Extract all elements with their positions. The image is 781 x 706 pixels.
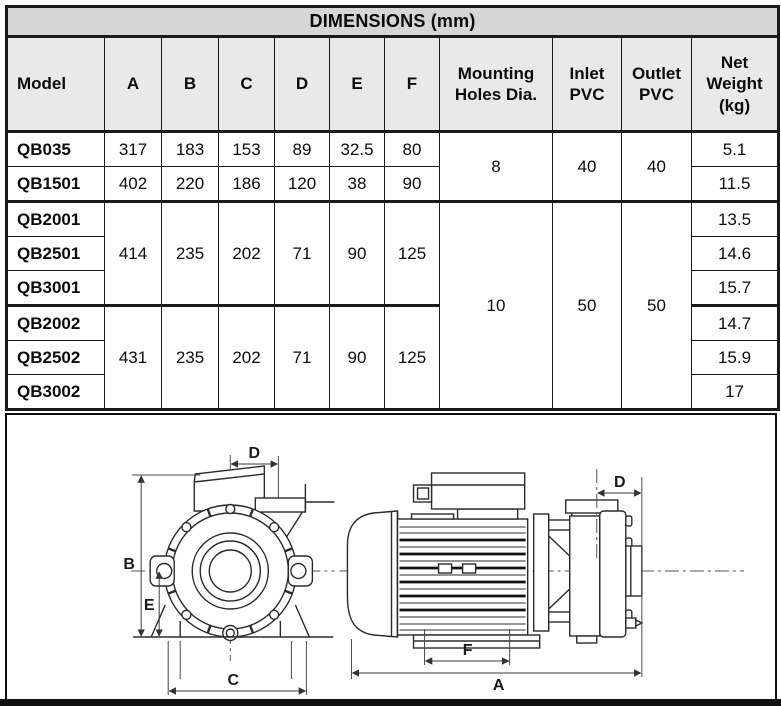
col-header-inlet: Inlet PVC	[553, 37, 622, 132]
dim-b-cell: 183	[162, 132, 219, 167]
table-row	[7, 132, 779, 167]
dim-a-cell: 414	[105, 202, 162, 306]
dimensions-table	[5, 5, 780, 411]
model-cell: QB2002	[7, 306, 105, 341]
model-cell: QB3002	[7, 375, 105, 410]
dim-label-c: C	[227, 672, 240, 689]
dim-label-e: E	[143, 597, 155, 614]
col-header-outlet: Outlet PVC	[622, 37, 692, 132]
dim-b-cell: 235	[162, 306, 219, 410]
dim-c-cell: 202	[219, 202, 275, 306]
pump-technical-drawing	[7, 415, 775, 699]
col-header-d: D	[275, 37, 330, 132]
dim-e-cell: 90	[330, 306, 385, 410]
outlet-cell: 50	[622, 202, 692, 410]
inlet-cell: 40	[553, 132, 622, 202]
weight-cell: 5.1	[692, 132, 779, 167]
dim-b-cell: 235	[162, 202, 219, 306]
pump-drawing-panel	[5, 413, 777, 699]
dim-b-cell: 220	[162, 167, 219, 202]
col-header-e: E	[330, 37, 385, 132]
col-header-model: Model	[7, 37, 105, 132]
table-title: DIMENSIONS (mm)	[7, 7, 779, 37]
col-header-c: C	[219, 37, 275, 132]
mounting-cell: 8	[440, 132, 553, 202]
table-title-row	[7, 7, 779, 37]
pump-side-view	[339, 469, 744, 648]
weight-cell: 13.5	[692, 202, 779, 237]
dim-e-cell: 90	[330, 202, 385, 306]
dim-a-cell: 402	[105, 167, 162, 202]
model-cell: QB2502	[7, 341, 105, 375]
weight-cell: 17	[692, 375, 779, 410]
col-header-f: F	[385, 37, 440, 132]
weight-cell: 11.5	[692, 167, 779, 202]
inlet-cell: 50	[553, 202, 622, 410]
dim-f-cell: 90	[385, 167, 440, 202]
dim-label-d-front: D	[248, 445, 261, 462]
dim-d-cell: 71	[275, 202, 330, 306]
dim-e-cell: 38	[330, 167, 385, 202]
dim-f-cell: 125	[385, 306, 440, 410]
dim-e-cell: 32.5	[330, 132, 385, 167]
weight-cell: 14.6	[692, 237, 779, 271]
dim-d-cell: 71	[275, 306, 330, 410]
dim-c-cell: 202	[219, 306, 275, 410]
col-header-mounting: Mounting Holes Dia.	[440, 37, 553, 132]
model-cell: QB2001	[7, 202, 105, 237]
pump-front-view	[131, 455, 334, 679]
dim-c-cell: 153	[219, 132, 275, 167]
dim-d-cell: 89	[275, 132, 330, 167]
weight-cell: 15.9	[692, 341, 779, 375]
dim-label-a: A	[492, 677, 505, 694]
mounting-cell: 10	[440, 202, 553, 410]
col-header-weight: Net Weight (kg)	[692, 37, 779, 132]
model-cell: QB1501	[7, 167, 105, 202]
dim-f-cell: 80	[385, 132, 440, 167]
weight-cell: 14.7	[692, 306, 779, 341]
dim-a-cell: 431	[105, 306, 162, 410]
col-header-b: B	[162, 37, 219, 132]
model-cell: QB035	[7, 132, 105, 167]
dim-a-cell: 317	[105, 132, 162, 167]
model-cell: QB2501	[7, 237, 105, 271]
dim-d-cell: 120	[275, 167, 330, 202]
dim-label-f: F	[462, 642, 473, 659]
table-header-row	[7, 37, 779, 132]
dim-c-cell: 186	[219, 167, 275, 202]
dim-f-cell: 125	[385, 202, 440, 306]
model-cell: QB3001	[7, 271, 105, 306]
weight-cell: 15.7	[692, 271, 779, 306]
dim-label-b: B	[123, 556, 135, 573]
dim-label-d-side: D	[614, 474, 626, 491]
page-bottom-rule	[0, 699, 781, 706]
outlet-cell: 40	[622, 132, 692, 202]
col-header-a: A	[105, 37, 162, 132]
table-row	[7, 202, 779, 237]
